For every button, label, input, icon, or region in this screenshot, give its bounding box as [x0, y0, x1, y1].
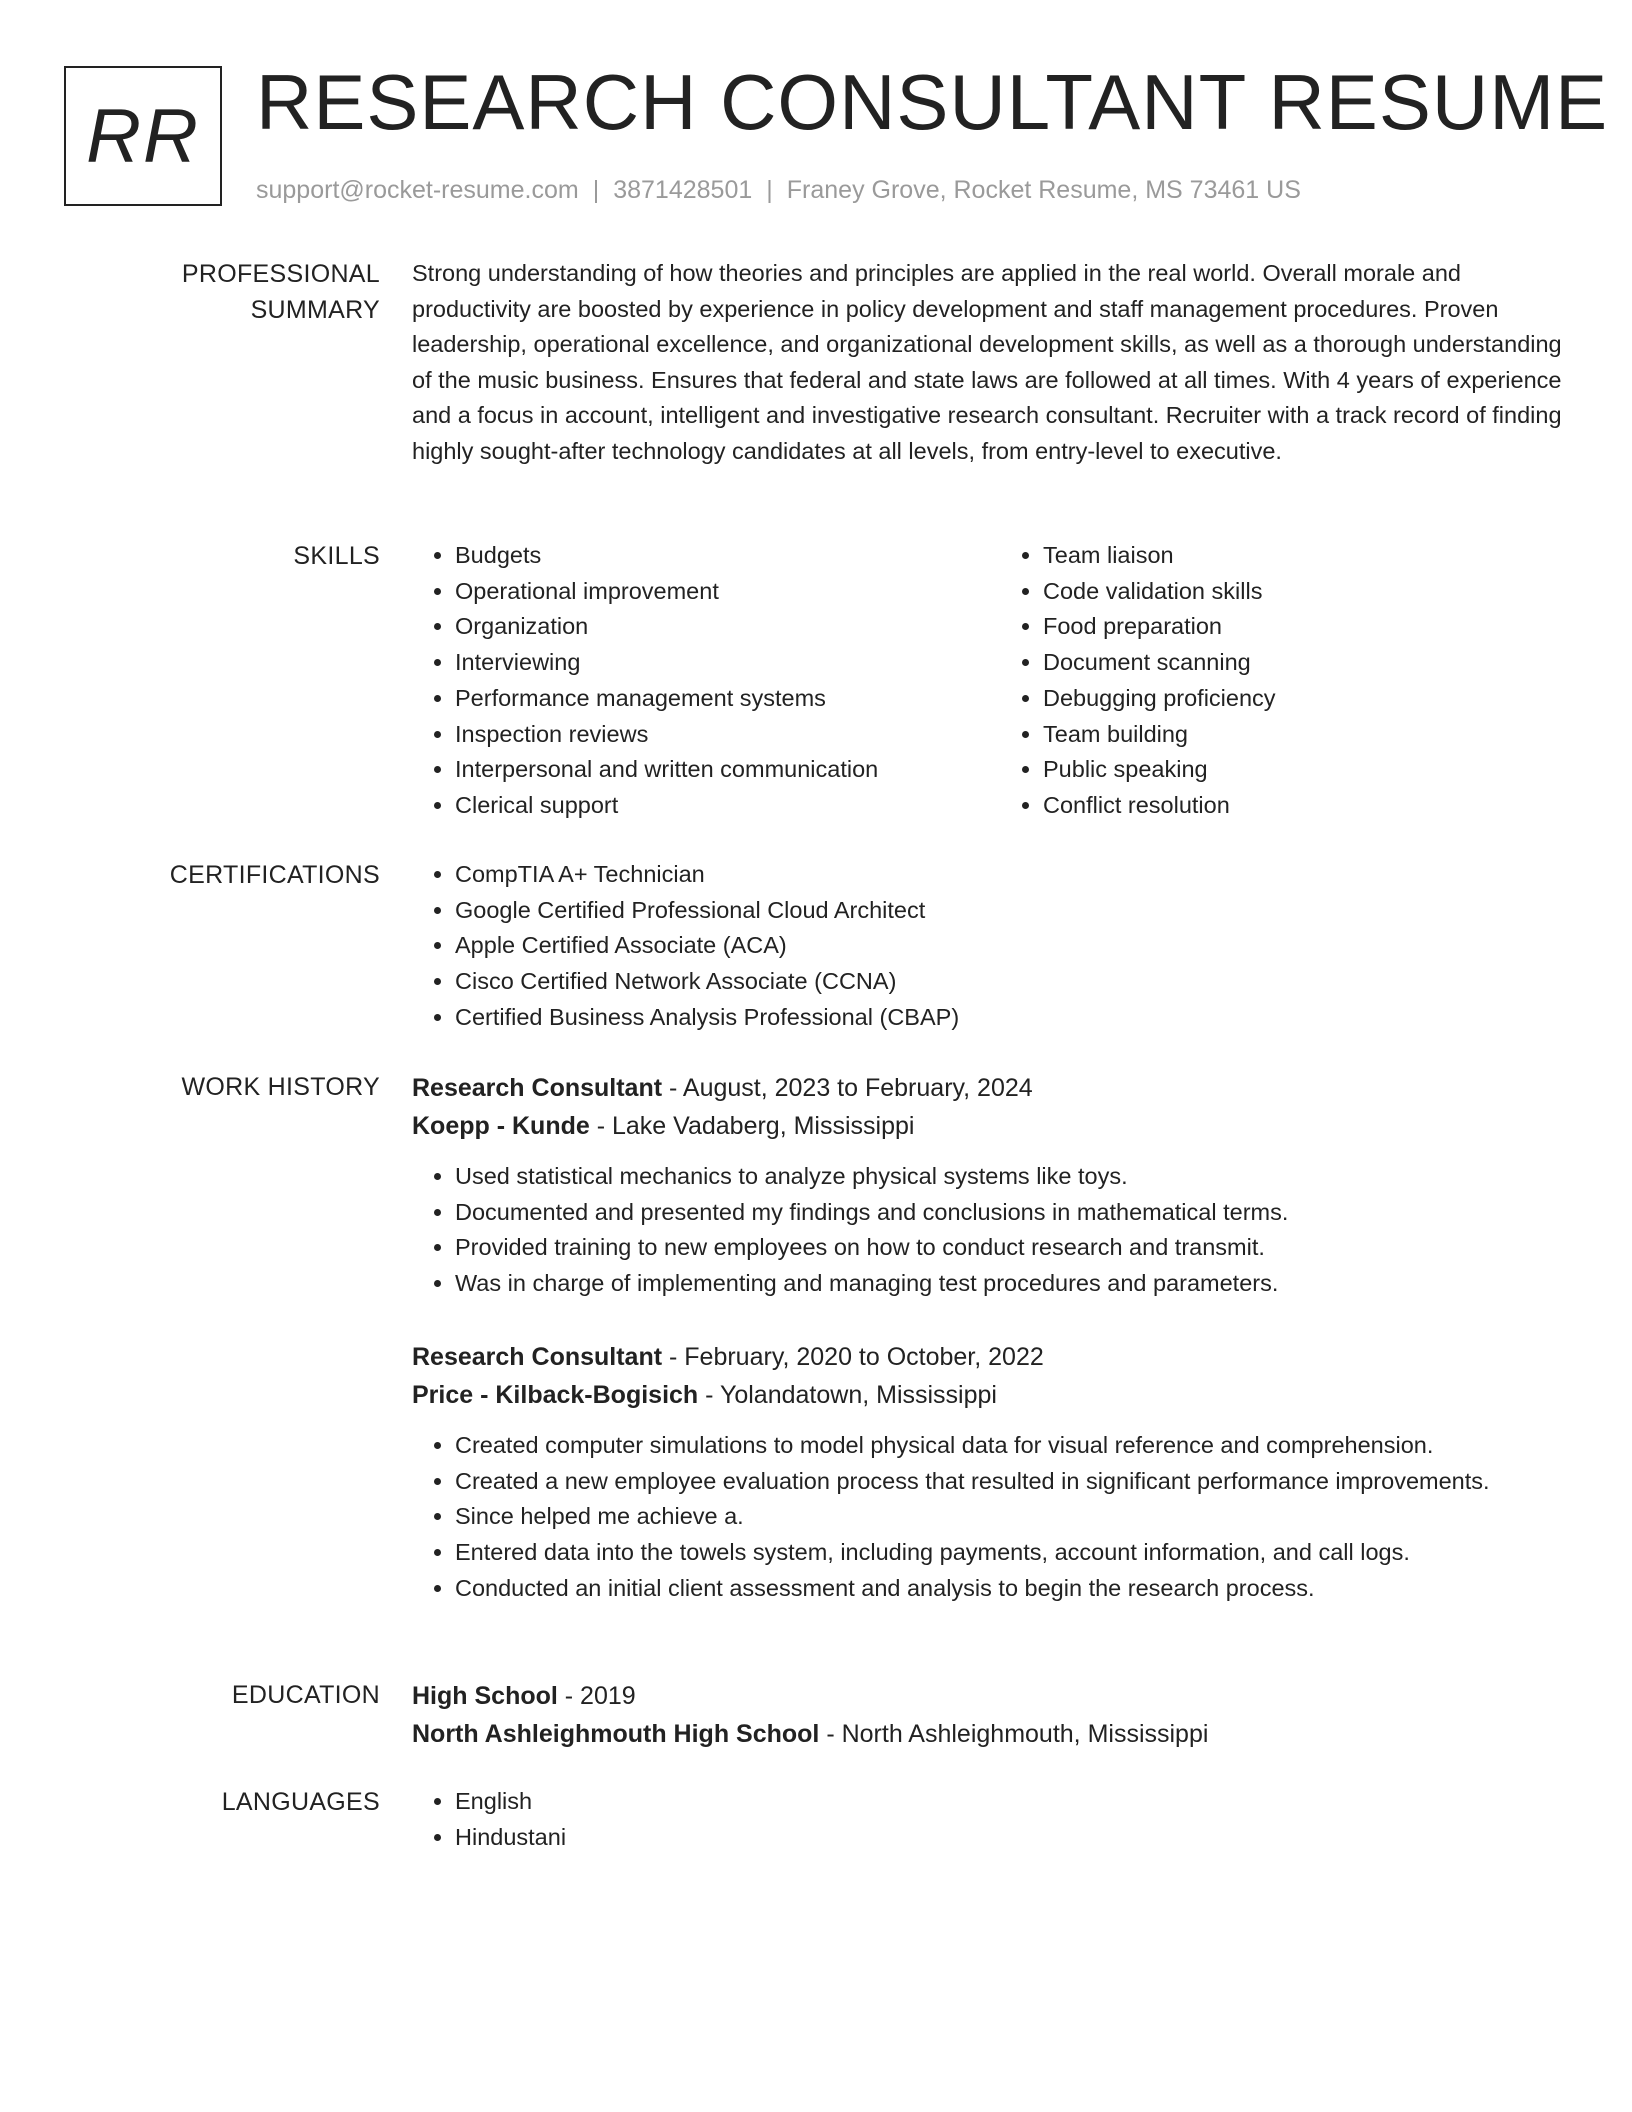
- skill-item: • Code validation skills: [1043, 574, 1588, 610]
- skill-item: • Team liaison: [1043, 538, 1588, 574]
- section-label: LANGUAGES: [221, 1788, 380, 1816]
- education-degree-line: [412, 1677, 1568, 1715]
- skills-list-right: [1000, 538, 1588, 824]
- contact-address: Franey Grove, Rocket Resume, MS 73461 US: [786, 176, 1301, 204]
- skill-item: • Team building: [1043, 717, 1588, 753]
- job-dates: - August, 2023 to February, 2024: [662, 1074, 1033, 1102]
- summary-section: [64, 256, 1568, 469]
- contact-email: support@rocket-resume.com: [256, 176, 579, 204]
- job-company-line: [412, 1376, 1568, 1414]
- job-duty: • Conducted an initial client assessment and analysis to begin the research process.: [455, 1571, 1568, 1607]
- language-item: • Hindustani: [455, 1820, 1568, 1856]
- contact-phone: 3871428501: [613, 176, 753, 204]
- summary-text: Strong understanding of how theories and principles are applied in the real world. Overall morale and productivity are boosted by experience in policy development and staff management procedures. Proven leadership, operational excellence, and organizational development skills, as well as a thorough understanding of the music business. Ensures that federal and state laws are followed at all times. With 4 years of experience and a focus in account, intelligent and investigative research consultant. Recruiter with a track record of finding highly sought-after technology candidates at all levels, from entry-level to executive.: [412, 260, 1562, 464]
- skills-list-left: [412, 538, 1000, 824]
- job-duty: • Created a new employee evaluation process that resulted in significant performance improvements.: [455, 1464, 1568, 1500]
- job-dates: - February, 2020 to October, 2022: [662, 1342, 1044, 1371]
- section-label: CERTIFICATIONS: [169, 861, 380, 889]
- languages-section: [64, 1784, 1568, 1855]
- certification-item: • Google Certified Professional Cloud Architect: [455, 893, 1568, 929]
- contact-separator: |: [766, 176, 773, 204]
- language-item: • English: [455, 1784, 1568, 1820]
- job-title: Research Consultant: [412, 1074, 663, 1102]
- resume-title: RESEARCH CONSULTANT RESUME: [256, 58, 1609, 146]
- skill-item: • Interviewing: [455, 645, 1000, 681]
- skill-item: • Interpersonal and written communication: [455, 752, 1000, 788]
- skill-item: • Operational improvement: [455, 574, 1000, 610]
- skill-item: • Debugging proficiency: [1043, 681, 1588, 717]
- monogram-logo: RR: [64, 66, 222, 206]
- section-label: PROFESSIONAL SUMMARY: [181, 260, 380, 324]
- job-duties-list: [412, 1428, 1568, 1607]
- job-title-line: [412, 1069, 1568, 1107]
- certification-item: • Certified Business Analysis Professional (CBAP): [455, 1000, 1568, 1036]
- skill-item: • Food preparation: [1043, 609, 1588, 645]
- job-duties-list: [412, 1159, 1568, 1302]
- education-section: [64, 1677, 1568, 1753]
- contact-line: [256, 172, 1301, 208]
- education-school-line: [412, 1715, 1568, 1753]
- job-duty: • Was in charge of implementing and managing test procedures and parameters.: [455, 1266, 1568, 1302]
- job-location: - Yolandatown, Mississippi: [698, 1380, 997, 1409]
- job-duty: • Created computer simulations to model physical data for visual reference and comprehension.: [455, 1428, 1568, 1464]
- job-title-line: [412, 1338, 1568, 1376]
- skill-item: • Conflict resolution: [1043, 788, 1588, 824]
- certification-item: • CompTIA A+ Technician: [455, 857, 1568, 893]
- certification-item: • Cisco Certified Network Associate (CCNA): [455, 964, 1568, 1000]
- skill-item: • Document scanning: [1043, 645, 1588, 681]
- skill-item: • Clerical support: [455, 788, 1000, 824]
- education-year: - 2019: [557, 1682, 636, 1710]
- job-location: - Lake Vadaberg, Mississippi: [589, 1112, 915, 1140]
- skill-item: • Public speaking: [1043, 752, 1588, 788]
- education-school: North Ashleighmouth High School: [412, 1720, 820, 1748]
- job-company: Price - Kilback-Bogisich: [412, 1380, 699, 1409]
- education-location: - North Ashleighmouth, Mississippi: [819, 1720, 1209, 1748]
- job-duty: • Since helped me achieve a.: [455, 1499, 1568, 1535]
- work-history-section: [64, 1069, 1568, 1606]
- skill-item: • Organization: [455, 609, 1000, 645]
- certifications-section: [64, 857, 1568, 1036]
- skill-item: • Budgets: [455, 538, 1000, 574]
- skills-section: [64, 538, 1568, 824]
- job-duty: • Used statistical mechanics to analyze physical systems like toys.: [455, 1159, 1568, 1195]
- job-duty: • Provided training to new employees on how to conduct research and transmit.: [455, 1230, 1568, 1266]
- contact-separator: |: [592, 176, 600, 204]
- certifications-list: [412, 857, 1568, 1036]
- job-company: Koepp - Kunde: [412, 1112, 590, 1140]
- languages-list: [412, 1784, 1568, 1855]
- certification-item: • Apple Certified Associate (ACA): [455, 928, 1568, 964]
- skill-item: • Inspection reviews: [455, 717, 1000, 753]
- job-entry: [412, 1069, 1568, 1302]
- education-degree: High School: [412, 1682, 558, 1710]
- skill-item: • Performance management systems: [455, 681, 1000, 717]
- job-duty: • Documented and presented my findings and conclusions in mathematical terms.: [455, 1195, 1568, 1231]
- job-entry: [412, 1338, 1568, 1607]
- section-label: WORK HISTORY: [181, 1073, 380, 1101]
- job-company-line: [412, 1107, 1568, 1145]
- job-title: Research Consultant: [412, 1342, 663, 1371]
- section-label: SKILLS: [293, 542, 380, 570]
- section-label: EDUCATION: [231, 1681, 380, 1709]
- job-duty: • Entered data into the towels system, including payments, account information, and call logs.: [455, 1535, 1568, 1571]
